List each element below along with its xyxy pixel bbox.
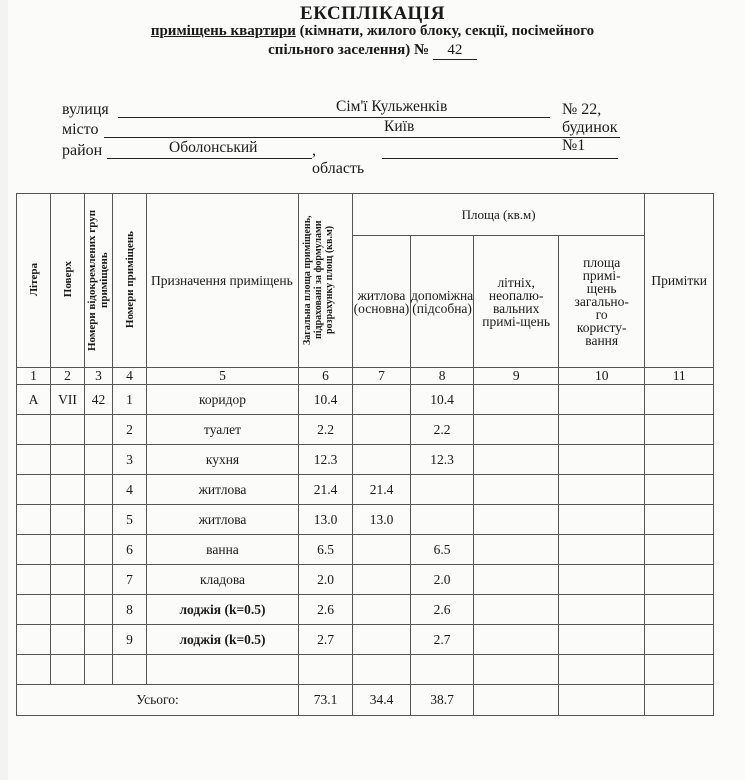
cell-living <box>353 535 411 565</box>
cell-summer <box>474 625 559 655</box>
header-area-group: Площа (кв.м) <box>353 194 645 236</box>
city-label: місто <box>62 121 99 138</box>
district-value: Оболонський <box>169 139 258 156</box>
table-row <box>17 535 714 565</box>
cell-num: 9 <box>113 625 147 655</box>
region-label: , область <box>312 142 365 177</box>
cell-aux: 12.3 <box>411 445 474 475</box>
cell-litera <box>17 565 51 595</box>
cell-aux <box>411 505 474 535</box>
cell-summer <box>474 415 559 445</box>
column-number: 5 <box>147 368 299 385</box>
cell-num: 4 <box>113 475 147 505</box>
cell-litera <box>17 535 51 565</box>
street-value: Сім'ї Кульженків <box>336 98 448 115</box>
cell-litera <box>17 625 51 655</box>
apartment-number: 42 <box>433 42 477 60</box>
cell-summer <box>474 475 559 505</box>
totals-aux: 38.7 <box>411 685 474 716</box>
street-label: вулиця <box>62 101 109 118</box>
table-row <box>17 625 714 655</box>
cell-notes <box>645 625 714 655</box>
column-number: 10 <box>559 368 645 385</box>
cell-empty <box>645 655 714 685</box>
cell-purpose: коридор <box>147 385 299 415</box>
table-row <box>17 445 714 475</box>
cell-notes <box>645 505 714 535</box>
cell-notes <box>645 445 714 475</box>
cell-empty <box>353 655 411 685</box>
cell-common <box>559 385 645 415</box>
cell-floor <box>51 565 85 595</box>
cell-group <box>85 415 113 445</box>
cell-empty <box>85 655 113 685</box>
cell-common <box>559 625 645 655</box>
table-row <box>17 595 714 625</box>
column-number: 4 <box>113 368 147 385</box>
totals-living: 34.4 <box>353 685 411 716</box>
cell-total: 6.5 <box>299 535 353 565</box>
cell-living: 13.0 <box>353 505 411 535</box>
cell-notes <box>645 595 714 625</box>
cell-litera: А <box>17 385 51 415</box>
cell-purpose: житлова <box>147 505 299 535</box>
street-line <box>118 98 550 118</box>
cell-floor <box>51 595 85 625</box>
cell-empty <box>559 655 645 685</box>
subtitle-rest: (кімнати, жилого блоку, секції, посімейного <box>295 23 595 39</box>
cell-common <box>559 505 645 535</box>
cell-common <box>559 595 645 625</box>
cell-total: 2.6 <box>299 595 353 625</box>
cell-group <box>85 505 113 535</box>
cell-empty <box>474 655 559 685</box>
header-group-numbers: Номери відокремлених груп приміщень <box>85 194 113 368</box>
cell-floor <box>51 625 85 655</box>
totals-notes <box>645 685 714 716</box>
cell-total: 21.4 <box>299 475 353 505</box>
cell-total: 10.4 <box>299 385 353 415</box>
cell-aux <box>411 475 474 505</box>
cell-floor <box>51 535 85 565</box>
table-row <box>17 385 714 415</box>
header-purpose: Призначення приміщень <box>147 194 299 368</box>
cell-notes <box>645 415 714 445</box>
cell-summer <box>474 445 559 475</box>
subtitle-line2-text: спільного заселення) № <box>268 42 430 58</box>
column-number: 2 <box>51 368 85 385</box>
header-total-area: Загальна площа приміщень, підраховані за формулами розрахунку площ (кв.м) <box>299 194 353 368</box>
cell-num: 5 <box>113 505 147 535</box>
region-line <box>382 142 618 159</box>
column-number: 8 <box>411 368 474 385</box>
column-number: 9 <box>474 368 559 385</box>
cell-group <box>85 535 113 565</box>
document-subtitle <box>0 23 745 40</box>
cell-floor <box>51 505 85 535</box>
cell-group <box>85 445 113 475</box>
cell-living <box>353 565 411 595</box>
cell-floor <box>51 475 85 505</box>
cell-purpose: кладова <box>147 565 299 595</box>
cell-group <box>85 625 113 655</box>
house-label: № 22, будинок №1 <box>562 101 618 154</box>
cell-num: 8 <box>113 595 147 625</box>
column-numbers-row <box>17 368 714 385</box>
cell-purpose: лоджія (k=0.5) <box>147 595 299 625</box>
cell-living <box>353 625 411 655</box>
table-row <box>17 505 714 535</box>
cell-total: 2.2 <box>299 415 353 445</box>
table-row <box>17 415 714 445</box>
cell-living <box>353 445 411 475</box>
cell-aux: 2.2 <box>411 415 474 445</box>
cell-num: 7 <box>113 565 147 595</box>
cell-group <box>85 595 113 625</box>
totals-summer <box>474 685 559 716</box>
header-common: площа примі-щень загально-го користу-вання <box>559 236 645 368</box>
cell-floor: VII <box>51 385 85 415</box>
cell-purpose: житлова <box>147 475 299 505</box>
cell-common <box>559 445 645 475</box>
cell-living <box>353 415 411 445</box>
cell-total: 2.0 <box>299 565 353 595</box>
cell-summer <box>474 595 559 625</box>
cell-floor <box>51 415 85 445</box>
document-title: ЕКСПЛІКАЦІЯ <box>300 3 445 24</box>
cell-total: 2.7 <box>299 625 353 655</box>
city-value: Київ <box>384 118 415 135</box>
cell-common <box>559 535 645 565</box>
cell-aux: 10.4 <box>411 385 474 415</box>
cell-summer <box>474 535 559 565</box>
cell-common <box>559 565 645 595</box>
cell-living <box>353 595 411 625</box>
cell-num: 3 <box>113 445 147 475</box>
cell-empty <box>299 655 353 685</box>
header-auxiliary: допоміжна (підсобна) <box>411 236 474 368</box>
cell-litera <box>17 415 51 445</box>
totals-total: 73.1 <box>299 685 353 716</box>
totals-common <box>559 685 645 716</box>
table-row-empty <box>17 655 714 685</box>
cell-common <box>559 415 645 445</box>
cell-group <box>85 475 113 505</box>
cell-empty <box>147 655 299 685</box>
cell-litera <box>17 445 51 475</box>
cell-litera <box>17 505 51 535</box>
cell-aux: 6.5 <box>411 535 474 565</box>
cell-aux: 2.7 <box>411 625 474 655</box>
cell-total: 12.3 <box>299 445 353 475</box>
cell-summer <box>474 385 559 415</box>
column-number: 1 <box>17 368 51 385</box>
cell-aux: 2.0 <box>411 565 474 595</box>
cell-purpose: ванна <box>147 535 299 565</box>
cell-group: 42 <box>85 385 113 415</box>
cell-empty <box>113 655 147 685</box>
cell-aux: 2.6 <box>411 595 474 625</box>
header-floor: Поверх <box>51 194 85 368</box>
cell-living: 21.4 <box>353 475 411 505</box>
cell-empty <box>51 655 85 685</box>
column-number: 7 <box>353 368 411 385</box>
cell-summer <box>474 505 559 535</box>
totals-row <box>17 685 714 716</box>
city-line <box>104 118 620 138</box>
cell-living <box>353 385 411 415</box>
district-line <box>107 139 312 159</box>
cell-common <box>559 475 645 505</box>
column-number: 6 <box>299 368 353 385</box>
table-row <box>17 475 714 505</box>
column-number: 3 <box>85 368 113 385</box>
cell-summer <box>474 565 559 595</box>
cell-litera <box>17 595 51 625</box>
cell-floor <box>51 445 85 475</box>
cell-litera <box>17 475 51 505</box>
cell-purpose: кухня <box>147 445 299 475</box>
cell-total: 13.0 <box>299 505 353 535</box>
district-label: район <box>62 142 103 159</box>
document-subtitle-line2 <box>0 42 745 60</box>
cell-notes <box>645 565 714 595</box>
cell-empty <box>17 655 51 685</box>
cell-notes <box>645 385 714 415</box>
table-row <box>17 565 714 595</box>
cell-num: 2 <box>113 415 147 445</box>
explication-table <box>16 193 714 716</box>
cell-notes <box>645 475 714 505</box>
cell-purpose: лоджія (k=0.5) <box>147 625 299 655</box>
header-notes: Примітки <box>645 194 714 368</box>
header-summer: літніх, неопалю-вальних примі-щень <box>474 236 559 368</box>
header-room-numbers: Номери приміщень <box>113 194 147 368</box>
header-living: житлова (основна) <box>353 236 411 368</box>
cell-num: 1 <box>113 385 147 415</box>
column-number: 11 <box>645 368 714 385</box>
cell-num: 6 <box>113 535 147 565</box>
cell-empty <box>411 655 474 685</box>
cell-notes <box>645 535 714 565</box>
cell-purpose: туалет <box>147 415 299 445</box>
cell-group <box>85 565 113 595</box>
subtitle-apartment: приміщень квартири <box>150 23 296 39</box>
totals-label: Усього: <box>17 685 299 716</box>
header-litera: Літера <box>17 194 51 368</box>
